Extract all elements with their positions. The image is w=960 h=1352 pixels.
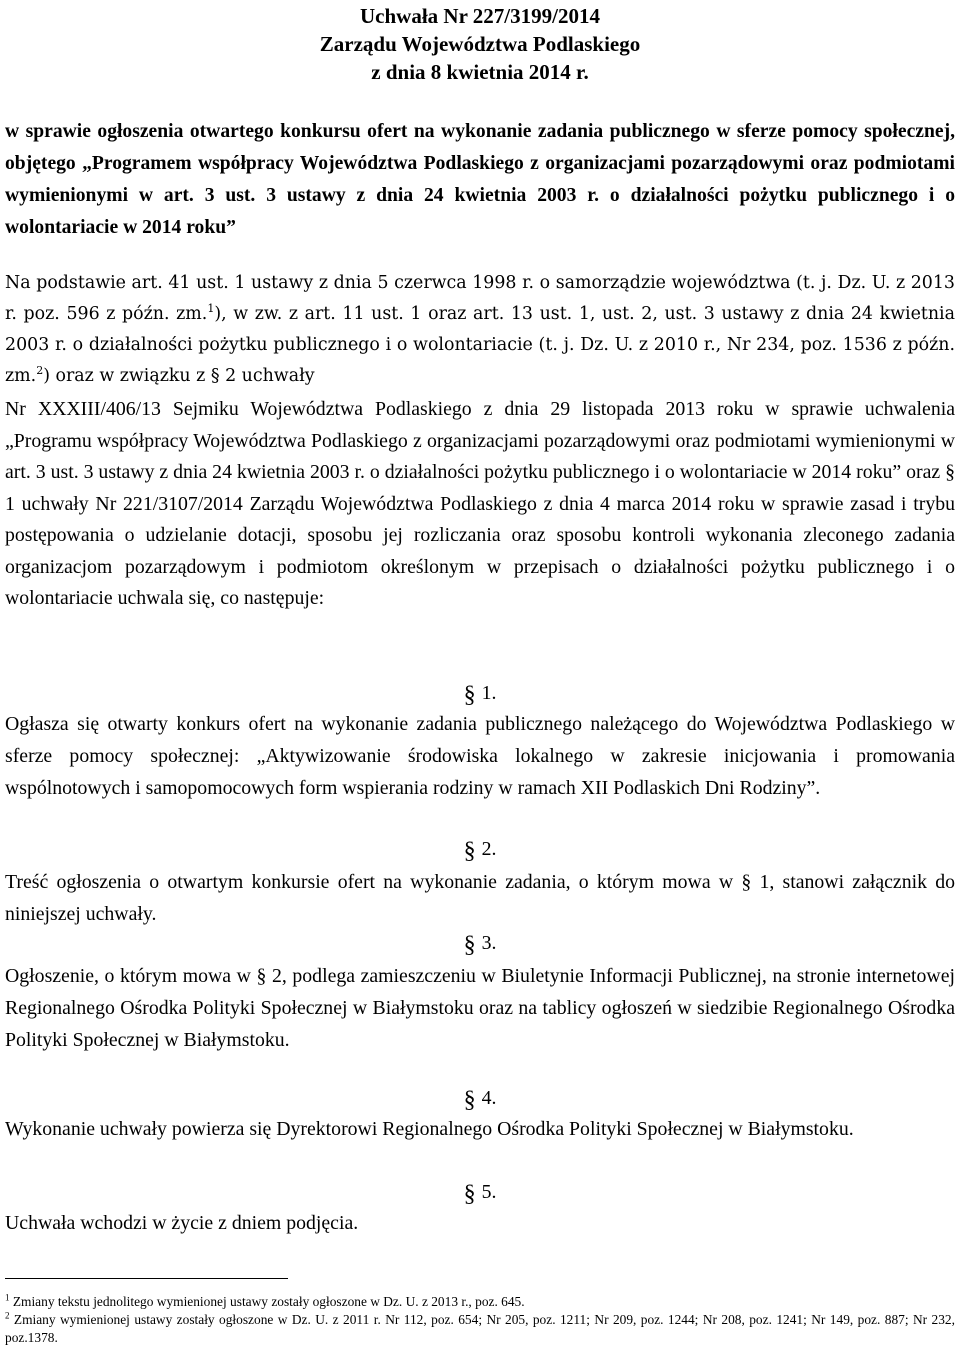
paragraph-sign: § <box>463 1087 476 1113</box>
section-text-5: Uchwała wchodzi w życie z dniem podjęcia. <box>5 1212 359 1234</box>
section-number: 5. <box>481 1181 497 1203</box>
paragraph-sign: § <box>463 838 476 864</box>
section-number: 3. <box>481 932 497 954</box>
section-heading-4 <box>0 1084 960 1114</box>
section-heading-2 <box>0 835 960 865</box>
section-text-2: Treść ogłoszenia o otwartym konkursie ofert na wykonanie zadania, o którym mowa w § 1, stanowi załącznik do niniejszej uchwały. <box>5 871 955 925</box>
resolution-date: z dnia 8 kwietnia 2014 r. <box>371 60 589 84</box>
legal-basis-intro <box>5 268 955 392</box>
footnote-ref-1: 1 <box>207 302 215 316</box>
footnote-1 <box>5 1293 955 1311</box>
footnote-2 <box>5 1311 955 1347</box>
footnote-mark: 2 <box>5 1310 10 1321</box>
footnote-text: Zmiany wymienionej ustawy zostały ogłoszone w Dz. U. z 2011 r. Nr 112, poz. 654; Nr 205, poz. 1211; Nr 209, poz. 1244; Nr 208, poz. 1241; Nr 149, poz. 887; Nr 232, poz.1378. <box>5 1312 955 1345</box>
legal-basis-text-3: ) oraz w związku z § 2 uchwały <box>43 366 315 386</box>
section-number: 4. <box>481 1087 497 1109</box>
resolution-subject: w sprawie ogłoszenia otwartego konkursu ofert na wykonanie zadania publicznego w sferze pomocy społecznej, objętego „Programem współpracy Województwa Podlaskiego z organizacjami pozarządowymi oraz podmiotami wymienionymi w art. 3 ust. 3 ustawy z dnia 24 kwietnia 2003 r. o działalności pożytku publicznego i o wolontariacie w 2014 roku” <box>5 121 955 238</box>
section-text-3: Ogłoszenie, o którym mowa w § 2, podlega zamieszczeniu w Biuletynie Informacji Publicznej, na stronie internetowej Regionalnego Ośrodka Polityki Społecznej w Białymstoku oraz na tablicy ogłoszeń w siedzibie Regionalnego Ośrodka Polityki Społecznej w Białymstoku. <box>5 965 955 1051</box>
resolution-number: Uchwała Nr 227/3199/2014 <box>360 4 600 28</box>
section-number: 2. <box>481 838 497 860</box>
footnote-separator <box>5 1278 288 1279</box>
section-text-4: Wykonanie uchwały powierza się Dyrektorowi Regionalnego Ośrodka Polityki Społecznej w Białymstoku. <box>5 1118 854 1140</box>
section-heading-1 <box>0 679 960 709</box>
paragraph-sign: § <box>463 682 476 708</box>
paragraph-sign: § <box>463 1181 476 1207</box>
legal-basis-continuation: Nr XXXIII/406/13 Sejmiku Województwa Podlaskiego z dnia 29 listopada 2013 roku w sprawie uchwalenia „Programu współpracy Województwa Podlaskiego z organizacjami pozarządowymi oraz podmiotami wymienionymi w art. 3 ust. 3 ustawy z dnia 24 kwietnia 2003 r. o działalności pożytku publicznego i o wolontariacie w 2014 roku” oraz § 1 uchwały Nr 221/3107/2014 Zarządu Województwa Podlaskiego z dnia 4 marca 2014 roku w sprawie zasad i trybu postępowania o udzielanie dotacji, sposobu jej rozliczania oraz sposobu kontroli wykonania zleconego zadania organizacjom pozarządowym i podmiotom określonym w przepisach o działalności pożytku publicznego i o wolontariacie uchwala się, co następuje: <box>5 398 955 609</box>
resolution-header <box>0 2 960 86</box>
section-text-1: Ogłasza się otwarty konkurs ofert na wykonanie zadania publicznego należącego do Województwa Podlaskiego w sferze pomocy społecznej: „Aktywizowanie środowiska lokalnego w zakresie inicjowania i promowania wspólnotowych i samopomocowych form wspierania rodziny w ramach XII Podlaskich Dni Rodziny”. <box>5 713 955 799</box>
footnote-ref-2: 2 <box>36 364 44 378</box>
issuing-body: Zarządu Województwa Podlaskiego <box>319 32 641 56</box>
section-heading-3 <box>0 929 960 959</box>
footnote-text: Zmiany tekstu jednolitego wymienionej ustawy zostały ogłoszone w Dz. U. z 2013 r., poz. 645. <box>12 1294 525 1309</box>
section-number: 1. <box>481 682 497 704</box>
legal-basis-text-2: ), w zw. z art. 11 ust. 1 oraz art. 13 ust. 1, ust. 2, ust. 3 ustawy z dnia 24 kwietnia 2003 r. o działalności pożytku publicznego i o wolontariacie (t. j. Dz. U. z 2010 r., Nr 234, poz. 1536 z późn. zm. <box>5 304 955 386</box>
paragraph-sign: § <box>463 932 476 958</box>
legal-basis-text-1: Na podstawie art. 41 ust. 1 ustawy z dnia 5 czerwca 1998 r. o samorządzie województwa (t. j. Dz. U. z 2013 r. poz. 596 z późn. zm. <box>5 273 955 324</box>
section-heading-5 <box>0 1178 960 1208</box>
footnote-mark: 1 <box>5 1292 10 1303</box>
